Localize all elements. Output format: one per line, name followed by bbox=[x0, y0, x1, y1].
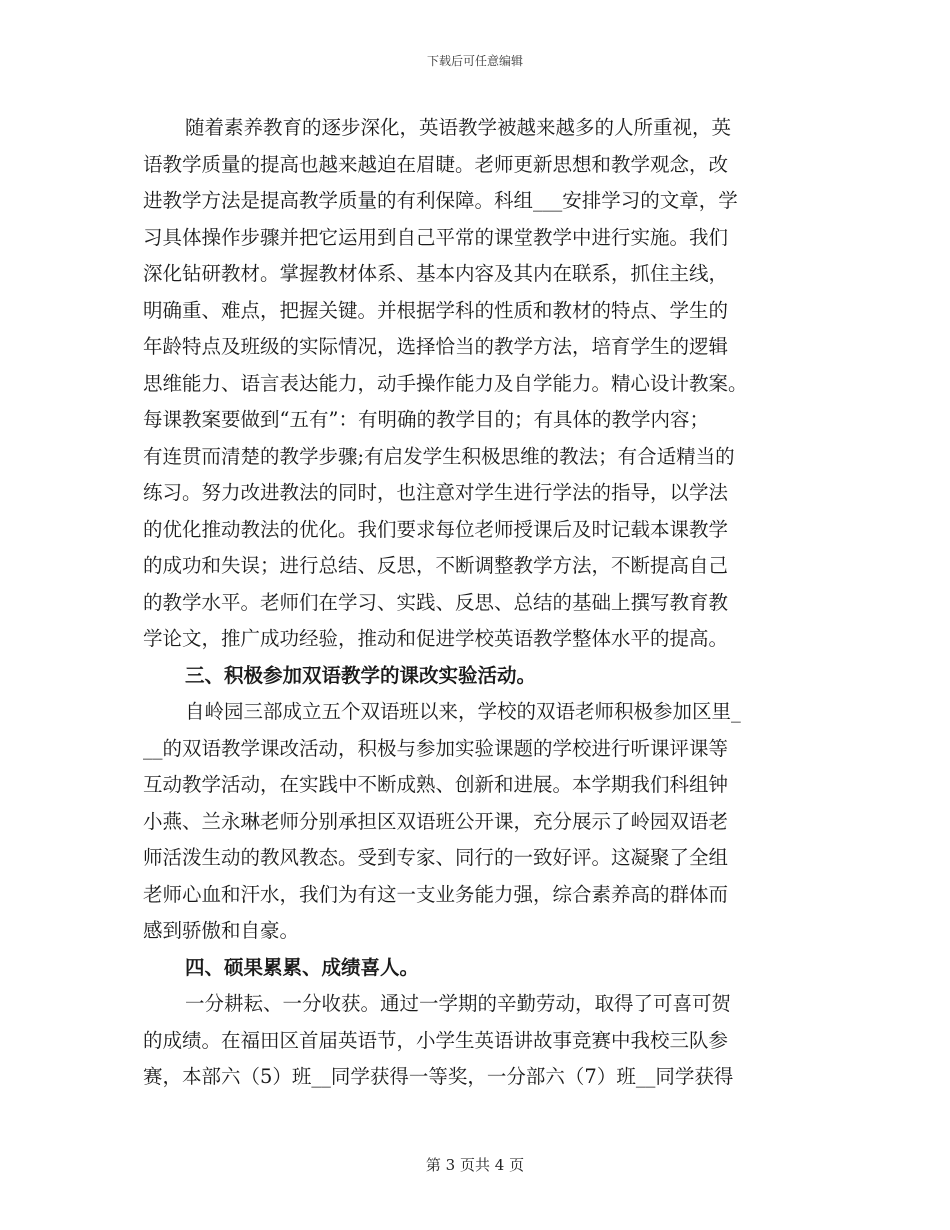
body-text-line: 师活泼生动的教风教态。受到专家、同行的一致好评。这凝聚了全组 bbox=[143, 846, 729, 869]
body-text-line: 深化钻研教材。掌握教材体系、基本内容及其内在联系，抓住主线， bbox=[143, 262, 729, 285]
body-text-line: 的优化推动教法的优化。我们要求每位老师授课后及时记载本课教学 bbox=[143, 517, 729, 541]
body-text-line: 每课教案要做到“五有”：有明确的教学目的；有具体的教学内容； bbox=[143, 408, 709, 431]
section-heading: 四、硕果累累、成绩喜人。 bbox=[185, 955, 420, 979]
body-text-line: 练习。努力改进教法的同时，也注意对学生进行学法的指导，以学法 bbox=[143, 481, 729, 504]
body-text-line: 一分耕耘、一分收获。通过一学期的辛勤劳动，取得了可喜可贺 bbox=[185, 992, 732, 1015]
body-text-line: 思维能力、语言表达能力，动手操作能力及自学能力。精心设计教案。 bbox=[143, 371, 748, 395]
body-text-line: 学论文，推广成功经验，推动和促进学校英语教学整体水平的提高。 bbox=[143, 627, 729, 650]
body-text-line: __的双语教学课改活动，积极与参加实验课题的学校进行听课评课等 bbox=[143, 736, 729, 760]
body-text-line: 习具体操作步骤并把它运用到自己平常的课堂教学中进行实施。我们 bbox=[143, 225, 729, 249]
page-number-footer: 第 3 页共 4 页 bbox=[425, 1156, 525, 1174]
body-text-line: 互动教学活动，在实践中不断成熟、创新和进展。本学期我们科组钟 bbox=[143, 773, 729, 796]
body-text-line: 语教学质量的提高也越来越迫在眉睫。老师更新思想和教学观念，改 bbox=[143, 152, 729, 176]
body-text-line: 进教学方法是提高教学质量的有利保障。科组___安排学习的文章，学 bbox=[143, 189, 738, 212]
body-text-line: 年龄特点及班级的实际情况，选择恰当的教学方法，培育学生的逻辑 bbox=[143, 335, 729, 358]
body-text-line: 明确重、难点，把握关键。并根据学科的性质和教材的特点、学生的 bbox=[143, 298, 729, 322]
body-text-line: 有连贯而清楚的教学步骤;有启发学生积极思维的教法；有合适精当的 bbox=[143, 444, 735, 468]
body-text-line: 小燕、兰永琳老师分别承担区双语班公开课，充分展示了岭园双语老 bbox=[143, 809, 729, 833]
document-body bbox=[143, 110, 808, 1096]
section-heading: 三、积极参加双语教学的课改实验活动。 bbox=[185, 663, 537, 687]
body-text-line: 自岭园三部成立五个双语班以来，学校的双语老师积极参加区里_ bbox=[185, 700, 741, 723]
body-text-line: 的成绩。在福田区首届英语节，小学生英语讲故事竞赛中我校三队参 bbox=[143, 1028, 729, 1052]
body-text-line: 赛，本部六（5）班__同学获得一等奖，一分部六（7）班__同学获得 bbox=[143, 1065, 734, 1088]
body-text-line: 随着素养教育的逐步深化，英语教学被越来越多的人所重视，英 bbox=[185, 116, 732, 139]
body-text-line: 的教学水平。老师们在学习、实践、反思、总结的基础上撰写教育教 bbox=[143, 590, 729, 614]
body-text-line: 的成功和失误；进行总结、反思，不断调整教学方法，不断提高自己 bbox=[143, 554, 729, 577]
body-text-line: 老师心血和汗水，我们为有这一支业务能力强，综合素养高的群体而 bbox=[143, 882, 729, 906]
page-header-note: 下载后可任意编辑 bbox=[426, 54, 523, 68]
body-text-line: 感到骄傲和自豪。 bbox=[143, 919, 300, 942]
